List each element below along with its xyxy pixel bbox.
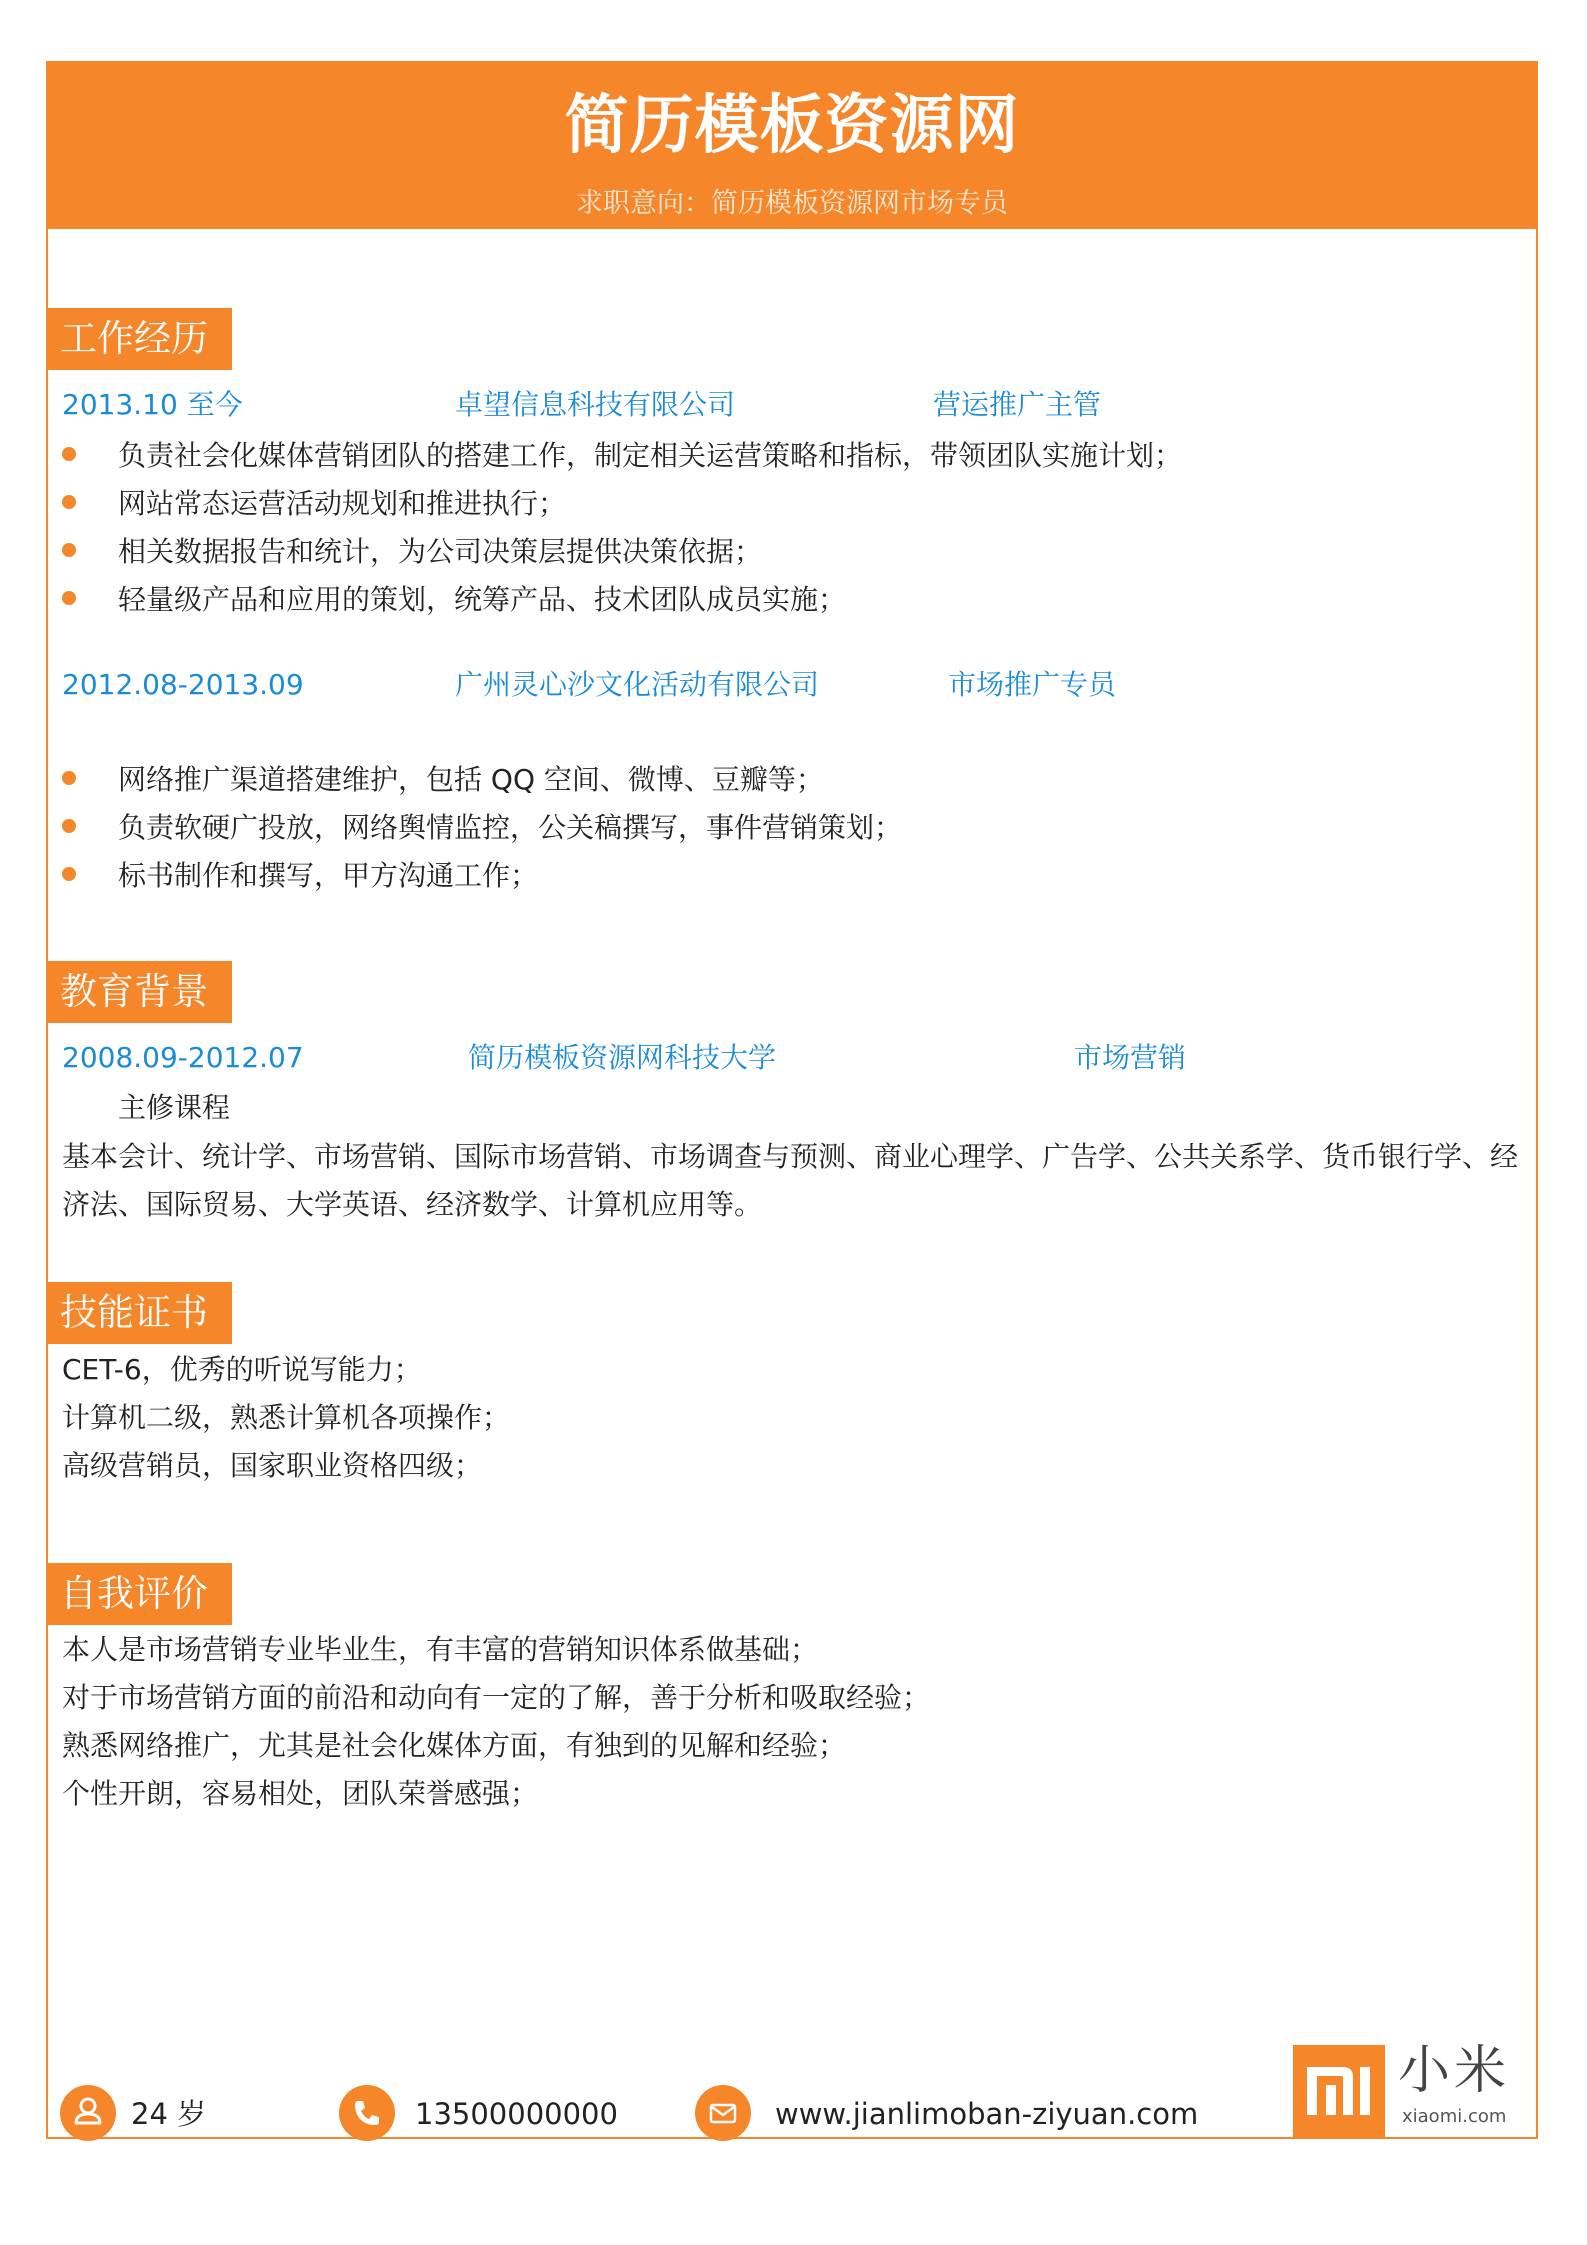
logo-brand-text: 小米	[1398, 2041, 1511, 2101]
logo-domain-text: xiaomi.com	[1402, 2106, 1507, 2127]
edu-major: 市场营销	[1074, 1041, 1187, 1074]
list-item: 网络推广渠道搭建维护，包括 QQ 空间、微博、豆瓣等；	[62, 760, 824, 800]
job-company: 广州灵心沙文化活动有限公司	[455, 668, 820, 701]
section-title-education: 教育背景	[46, 961, 232, 1023]
self-item: 对于市场营销方面的前沿和动向有一定的了解，善于分析和吸取经验；	[62, 1681, 931, 1714]
section-title-skills: 技能证书	[46, 1282, 232, 1344]
job-intent: 求职意向：简历模板资源网市场专员	[576, 188, 1008, 219]
bullet-icon	[62, 819, 76, 833]
list-item: 网站常态运营活动规划和推进执行；	[62, 484, 566, 524]
self-item: 个性开朗，容易相处，团队荣誉感强；	[62, 1777, 539, 1810]
self-item: 熟悉网络推广，尤其是社会化媒体方面，有独到的见解和经验；	[62, 1729, 847, 1762]
list-item: 相关数据报告和统计，为公司决策层提供决策依据；	[62, 532, 762, 572]
edu-period: 2008.09-2012.07	[62, 1041, 304, 1074]
bullet-icon	[62, 447, 76, 461]
candidate-name: 简历模板资源网	[564, 89, 1020, 163]
skill-item: 计算机二级，熟悉计算机各项操作；	[62, 1401, 511, 1434]
self-item: 本人是市场营销专业毕业生，有丰富的营销知识体系做基础；	[62, 1633, 819, 1666]
age-text: 24 岁	[131, 2097, 207, 2131]
person-icon	[60, 2085, 116, 2141]
skill-item: CET-6，优秀的听说写能力；	[62, 1353, 422, 1386]
bullet-icon	[62, 771, 76, 785]
edu-school: 简历模板资源网科技大学	[468, 1041, 777, 1074]
resume-sheet	[46, 61, 1538, 2139]
resume-header	[46, 61, 1538, 229]
courses-text: 基本会计、统计学、市场营销、国际市场营销、市场调查与预测、商业心理学、广告学、公共关系学、货币银行学、经济法、国际贸易、大学英语、经济数学、计算机应用等。	[62, 1140, 1519, 1221]
skill-item: 高级营销员，国家职业资格四级；	[62, 1449, 483, 1482]
phone-text: 13500000000	[415, 2097, 618, 2131]
job-company: 卓望信息科技有限公司	[455, 388, 736, 421]
list-item: 负责软硬广投放，网络舆情监控，公关稿撰写，事件营销策划；	[62, 808, 902, 848]
bullet-icon	[62, 591, 76, 605]
list-item: 轻量级产品和应用的策划，统筹产品、技术团队成员实施；	[62, 580, 846, 620]
mi-logo-icon	[1293, 2045, 1385, 2137]
list-item: 标书制作和撰写，甲方沟通工作；	[62, 856, 538, 896]
section-title-self: 自我评价	[46, 1563, 232, 1625]
bullet-icon	[62, 543, 76, 557]
courses-label: 主修课程	[118, 1091, 231, 1124]
job-position: 营运推广主管	[933, 388, 1102, 421]
job-period: 2012.08-2013.09	[62, 668, 304, 701]
list-item: 负责社会化媒体营销团队的搭建工作，制定相关运营策略和指标，带领团队实施计划；	[62, 436, 1182, 476]
bullet-icon	[62, 495, 76, 509]
job-period: 2013.10 至今	[62, 388, 243, 421]
job-position: 市场推广专员	[948, 668, 1117, 701]
mail-icon	[695, 2085, 751, 2141]
website-text: www.jianlimoban-ziyuan.com	[775, 2097, 1199, 2131]
phone-icon	[339, 2085, 395, 2141]
bullet-icon	[62, 867, 76, 881]
section-title-work: 工作经历	[46, 308, 232, 370]
